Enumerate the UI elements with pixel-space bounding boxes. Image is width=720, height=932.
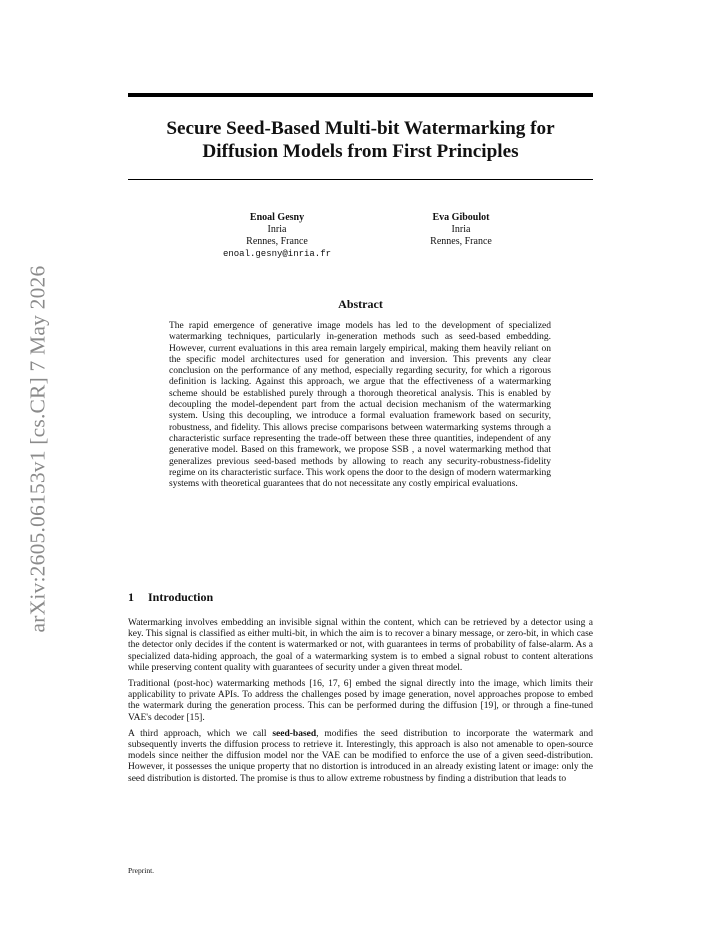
author-name: Eva Giboulot <box>432 212 490 223</box>
section-number: 1 <box>128 590 134 604</box>
arxiv-identifier-stamp: arXiv:2605.06153v1 [cs.CR] 7 May 2026 <box>25 265 50 633</box>
paper-title: Secure Seed-Based Multi-bit Watermarking for Diffusion Models from First Principles <box>166 118 555 162</box>
paragraph-text: , modifies the seed distribution to incorporate the watermark and subsequently inverts the diffusion process to retrieve it. Interestingly, this approach is also not amenable to open-source models since neither the diffusion model nor the VAE can be modified to enforce the use of a given seed-distribution. However, it possesses the unique property that no distortion is introduced in an already existing latent or image: only the seed distribution is distorted. The promise is thus to allow extreme robustness by finding a distribution that leads to <box>128 728 593 784</box>
author-affiliation: Inria <box>267 224 287 235</box>
abstract-heading: Abstract <box>338 297 383 311</box>
author-email[interactable]: enoal.gesny@inria.fr <box>222 249 332 259</box>
author-location: Rennes, France <box>246 236 308 247</box>
section-heading <box>128 590 593 604</box>
paragraph-text: A third approach, which we call <box>128 728 273 739</box>
emphasized-term: seed-based <box>272 728 317 739</box>
author-location: Rennes, France <box>430 236 492 247</box>
section-title: Introduction <box>148 590 214 604</box>
title-bottom-rule <box>128 179 593 180</box>
paragraph <box>128 729 593 785</box>
abstract-text: The rapid emergence of generative image models has led to the development of specialized watermarking techniques, particularly in-generation methods such as seed-based embedding. However, current evaluations in this area remain largely empirical, making them heavily reliant on the specific model architectures used for generation and inversion. This prevents any clear conclusion on the performance of any method, especially regarding security, for which a rigorous definition is lacking. Against this approach, we argue that the effectiveness of a watermarking scheme should be established purely through a thorough theoretical analysis. This is enabled by decoupling the model-dependent part from the actual decision mechanism of the watermarking system. Using this decoupling, we introduce a formal evaluation framework based on security, robustness, and fidelity. This allows precise comparisons between watermarking systems through a characteristic surface representing the trade-off between these three quantities, independent of any generative model. Based on this framework, we propose SSB , a novel watermarking method that generalizes previous seed-based methods by allowing to reach any security-robustness-fidelity regime on its characteristic surface. This work opens the door to the design of modern watermarking systems with theoretical guarantees that do not necessitate any costly empirical evaluations. <box>169 321 551 490</box>
author-affiliation: Inria <box>451 224 471 235</box>
paragraph: Traditional (post-hoc) watermarking methods [16, 17, 6] embed the signal directly into the image, which limits their applicability to private APIs. To address the challenges posed by image generation, novel approaches propose to embed the watermark during the generation process. This can be performed during the diffusion [19], or through a fine-tuned VAE's decoder [15]. <box>128 679 593 723</box>
author-name: Enoal Gesny <box>249 212 305 223</box>
preprint-footnote: Preprint. <box>128 866 155 875</box>
introduction-body <box>128 618 593 790</box>
paragraph: Watermarking involves embedding an invisible signal within the content, which can be retrieved by a detector using a key. This signal is classified as either multi-bit, in which the aim is to recover a binary message, or zero-bit, in which case the detector only decides if the content is watermarked or not, with guarantees in terms of probability of false-alarm. As a specialized data-hiding approach, the goal of a watermarking system is to embed a signal robust to content alterations while preserving content quality with guarantees of security under a given threat model. <box>128 618 593 673</box>
author-1 <box>197 212 357 260</box>
title-top-rule <box>128 93 593 97</box>
author-2 <box>386 212 536 248</box>
